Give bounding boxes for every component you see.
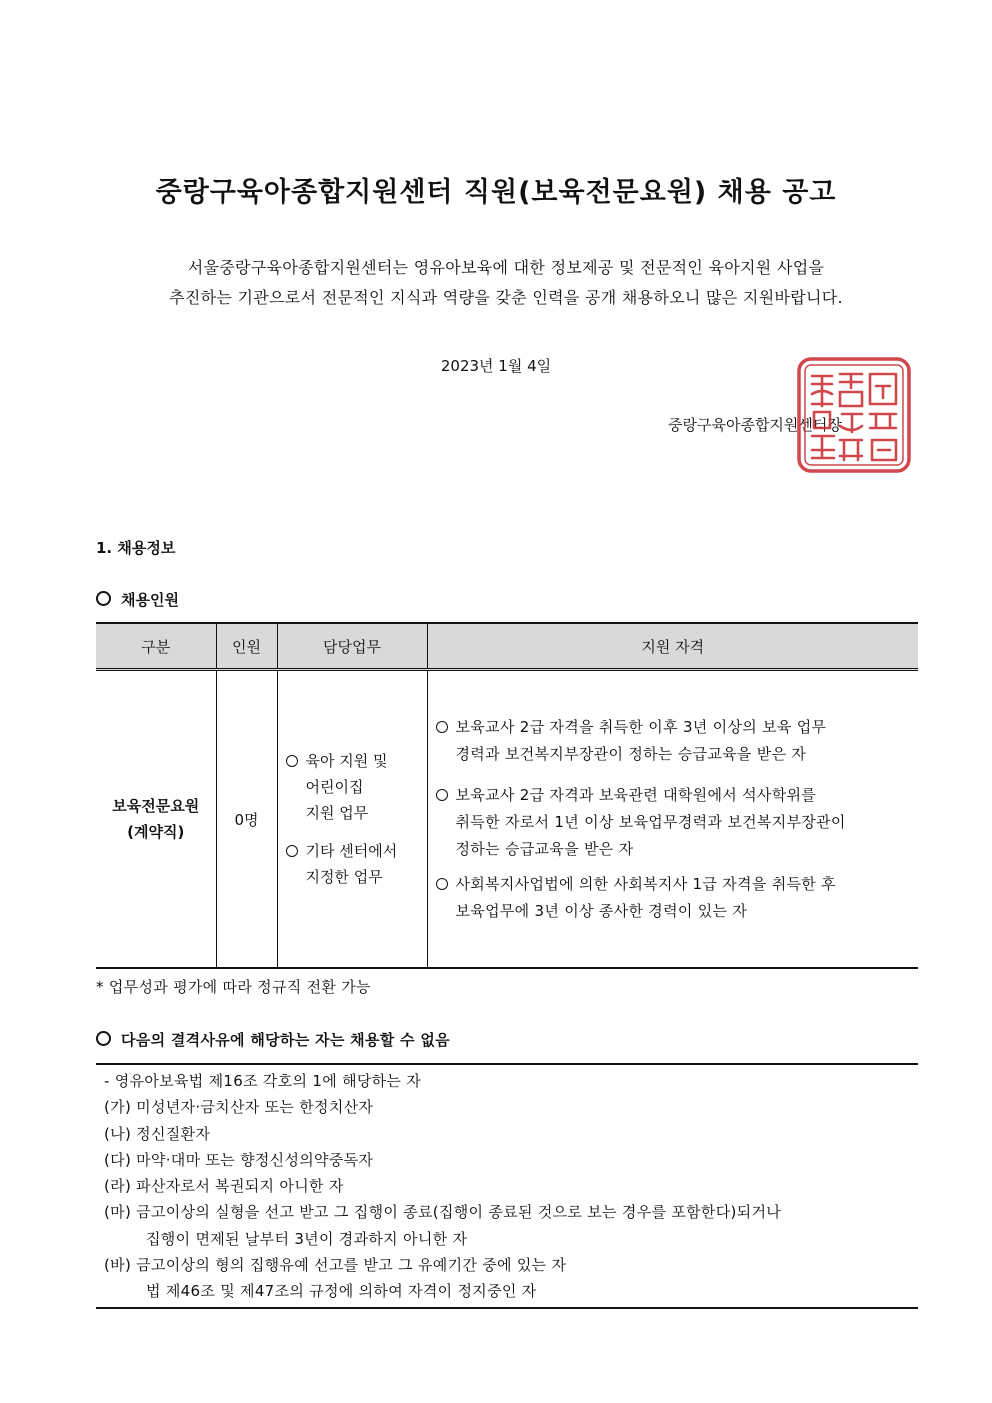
position-cell	[96, 670, 216, 969]
recruitment-table	[96, 622, 918, 969]
qualification-item	[436, 782, 909, 863]
issuer-name: 중랑구육아종합지원센터장	[668, 416, 842, 434]
qualification-line: 정하는 승급교육을 받은 자	[455, 839, 634, 858]
disqualification-subheading	[96, 1029, 450, 1050]
list-item: - 영유아보육법 제16조 각호의 1에 해당하는 자	[104, 1072, 422, 1090]
list-item: (바) 금고이상의 형의 집행유예 선고를 받고 그 유예기간 중에 있는 자	[104, 1256, 567, 1275]
duties-cell	[277, 670, 427, 969]
list-item-continued: 법 제46조 및 제47조의 규정에 의하여 자격이 정지중인 자	[146, 1282, 537, 1301]
position-name: 보육전문요원	[112, 797, 200, 815]
list-item: (가) 미성년자·금치산자 또는 한정치산자	[104, 1098, 374, 1117]
qualification-line: 경력과 보건복지부장관이 정하는 승급교육을 받은 자	[455, 744, 807, 763]
recruitment-subheading-label: 채용인원	[121, 591, 179, 609]
circle-bullet-icon	[436, 721, 448, 733]
header-qualifications: 지원 자격	[427, 623, 918, 670]
qualification-line: 보육교사 2급 자격과 보육관련 대학원에서 석사학위를	[455, 785, 817, 804]
table-row	[96, 670, 918, 969]
circle-bullet-icon	[96, 591, 111, 606]
qualification-line: 보육업무에 3년 이상 종사한 경력이 있는 자	[455, 901, 748, 920]
duty-item	[286, 748, 427, 826]
header-duties: 담당업무	[277, 623, 427, 670]
intro-line: 서울중랑구육아종합지원센터는 영유아보육에 대한 정보제공 및 전문적인 육아지원 사업을	[187, 258, 825, 277]
circle-bullet-icon	[436, 789, 448, 801]
headcount-cell: 0명	[216, 670, 277, 969]
duty-line: 육아 지원 및	[305, 752, 388, 770]
disqualification-box	[96, 1063, 918, 1309]
recruitment-subheading	[96, 589, 179, 610]
list-item-continued: 집행이 면제된 날부터 3년이 경과하지 아니한 자	[146, 1229, 468, 1248]
qualification-item	[436, 714, 909, 768]
qualifications-cell	[427, 670, 918, 969]
page-title: 중랑구육아종합지원센터 직원(보육전문요원) 채용 공고	[155, 177, 837, 208]
position-type: (계약직)	[127, 823, 185, 841]
circle-bullet-icon	[96, 1031, 111, 1046]
qualification-line: 취득한 자로서 1년 이상 보육업무경력과 보건복지부장관이	[455, 812, 846, 831]
list-item: (라) 파산자로서 복권되지 아니한 자	[104, 1177, 344, 1196]
qualification-line: 보육교사 2급 자격을 취득한 이후 3년 이상의 보육 업무	[455, 717, 827, 736]
official-seal-icon	[796, 356, 912, 474]
table-note: * 업무성과 평가에 따라 정규직 전환 가능	[96, 978, 371, 996]
section-heading: 1. 채용정보	[96, 539, 176, 557]
qualification-item	[436, 871, 909, 925]
list-item: (마) 금고이상의 실형을 선고 받고 그 집행이 종료(집행이 종료된 것으로 보는 경우를 포함한다)되거나	[104, 1203, 782, 1222]
circle-bullet-icon	[286, 755, 298, 767]
circle-bullet-icon	[286, 845, 298, 857]
disqualification-subheading-label: 다음의 결격사유에 해당하는 자는 채용할 수 없음	[121, 1031, 450, 1049]
duty-item	[286, 838, 427, 890]
list-item: (나) 정신질환자	[104, 1124, 211, 1143]
list-item: (다) 마약·대마 또는 향정신성의약중독자	[104, 1150, 374, 1169]
duty-line: 지원 업무	[305, 804, 369, 822]
header-count: 인원	[216, 623, 277, 670]
circle-bullet-icon	[436, 878, 448, 890]
duty-line: 기타 센터에서	[305, 842, 398, 860]
intro-line: 추진하는 기관으로서 전문적인 지식과 역량을 갖춘 인력을 공개 채용하오니 많은 지원바랍니다.	[169, 288, 843, 307]
header-category: 구분	[96, 623, 216, 670]
announcement-date: 2023년 1월 4일	[440, 357, 552, 375]
qualification-line: 사회복지사업법에 의한 사회복지사 1급 자격을 취득한 후	[455, 874, 836, 893]
table-header-row	[96, 623, 918, 670]
intro-paragraph	[96, 253, 916, 313]
duty-line: 어린이집	[305, 778, 364, 796]
duty-line: 지정한 업무	[305, 868, 383, 886]
